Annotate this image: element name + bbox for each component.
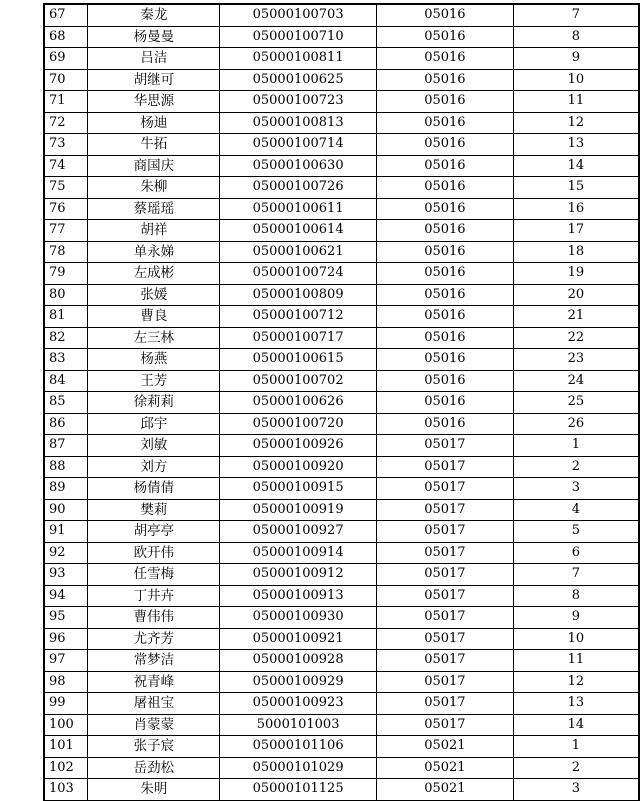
seat-number-cell: 8 (513, 585, 639, 607)
seat-number-cell: 1 (513, 435, 639, 457)
name-cell: 邱宇 (88, 413, 220, 435)
room-code-cell: 05016 (377, 220, 514, 242)
row-number-cell: 99 (44, 693, 88, 715)
seat-number-cell: 2 (513, 456, 639, 478)
row-number-cell: 92 (44, 542, 88, 564)
seat-number-cell: 1 (513, 736, 639, 758)
roster-table-body (44, 4, 639, 800)
exam-id-cell: 05000100621 (220, 241, 377, 263)
row-number-cell: 96 (44, 628, 88, 650)
exam-id-cell: 05000100927 (220, 521, 377, 543)
seat-number-cell: 18 (513, 241, 639, 263)
name-cell: 肖蒙蒙 (88, 714, 220, 736)
table-row (44, 349, 639, 371)
name-cell: 胡亭亭 (88, 521, 220, 543)
room-code-cell: 05016 (377, 327, 514, 349)
exam-id-cell: 05000100914 (220, 542, 377, 564)
name-cell: 杨燕 (88, 349, 220, 371)
exam-id-cell: 5000101003 (220, 714, 377, 736)
exam-id-cell: 05000100912 (220, 564, 377, 586)
table-row (44, 370, 639, 392)
room-code-cell: 05016 (377, 155, 514, 177)
table-row (44, 521, 639, 543)
table-row (44, 499, 639, 521)
seat-number-cell: 13 (513, 693, 639, 715)
row-number-cell: 89 (44, 478, 88, 500)
name-cell: 左成彬 (88, 263, 220, 285)
seat-number-cell: 7 (513, 564, 639, 586)
row-number-cell: 68 (44, 26, 88, 48)
exam-id-cell: 05000100710 (220, 26, 377, 48)
seat-number-cell: 6 (513, 542, 639, 564)
room-code-cell: 05016 (377, 26, 514, 48)
row-number-cell: 79 (44, 263, 88, 285)
name-cell: 丁井卉 (88, 585, 220, 607)
row-number-cell: 91 (44, 521, 88, 543)
seat-number-cell: 20 (513, 284, 639, 306)
table-row (44, 4, 639, 26)
room-code-cell: 05017 (377, 435, 514, 457)
row-number-cell: 80 (44, 284, 88, 306)
name-cell: 常梦洁 (88, 650, 220, 672)
name-cell: 刘方 (88, 456, 220, 478)
row-number-cell: 71 (44, 91, 88, 113)
room-code-cell: 05016 (377, 284, 514, 306)
table-row (44, 112, 639, 134)
room-code-cell: 05017 (377, 542, 514, 564)
room-code-cell: 05016 (377, 370, 514, 392)
name-cell: 曹伟伟 (88, 607, 220, 629)
name-cell: 徐莉莉 (88, 392, 220, 414)
seat-number-cell: 9 (513, 607, 639, 629)
seat-number-cell: 19 (513, 263, 639, 285)
table-row (44, 306, 639, 328)
table-row (44, 220, 639, 242)
name-cell: 张子宸 (88, 736, 220, 758)
exam-id-cell: 05000100720 (220, 413, 377, 435)
room-code-cell: 05016 (377, 306, 514, 328)
table-row (44, 26, 639, 48)
name-cell: 商国庆 (88, 155, 220, 177)
row-number-cell: 88 (44, 456, 88, 478)
seat-number-cell: 10 (513, 69, 639, 91)
table-row (44, 456, 639, 478)
row-number-cell: 76 (44, 198, 88, 220)
room-code-cell: 05016 (377, 392, 514, 414)
row-number-cell: 94 (44, 585, 88, 607)
seat-number-cell: 15 (513, 177, 639, 199)
table-row (44, 263, 639, 285)
exam-id-cell: 05000100717 (220, 327, 377, 349)
seat-number-cell: 14 (513, 714, 639, 736)
room-code-cell: 05021 (377, 779, 514, 801)
room-code-cell: 05016 (377, 112, 514, 134)
name-cell: 单永娣 (88, 241, 220, 263)
table-row (44, 714, 639, 736)
room-code-cell: 05017 (377, 564, 514, 586)
table-row (44, 628, 639, 650)
exam-id-cell: 05000100724 (220, 263, 377, 285)
name-cell: 欧开伟 (88, 542, 220, 564)
seat-number-cell: 26 (513, 413, 639, 435)
seat-number-cell: 3 (513, 478, 639, 500)
table-row (44, 671, 639, 693)
table-row (44, 542, 639, 564)
name-cell: 秦龙 (88, 4, 220, 26)
seat-number-cell: 11 (513, 650, 639, 672)
room-code-cell: 05016 (377, 241, 514, 263)
exam-id-cell: 05000100930 (220, 607, 377, 629)
name-cell: 张媛 (88, 284, 220, 306)
room-code-cell: 05017 (377, 499, 514, 521)
row-number-cell: 93 (44, 564, 88, 586)
seat-number-cell: 9 (513, 48, 639, 70)
seat-number-cell: 16 (513, 198, 639, 220)
seat-number-cell: 21 (513, 306, 639, 328)
room-code-cell: 05017 (377, 714, 514, 736)
exam-id-cell: 05000100920 (220, 456, 377, 478)
row-number-cell: 69 (44, 48, 88, 70)
row-number-cell: 82 (44, 327, 88, 349)
exam-id-cell: 05000100809 (220, 284, 377, 306)
room-code-cell: 05016 (377, 91, 514, 113)
exam-id-cell: 05000100626 (220, 392, 377, 414)
name-cell: 任雪梅 (88, 564, 220, 586)
table-row (44, 413, 639, 435)
table-row (44, 779, 639, 801)
room-code-cell: 05016 (377, 177, 514, 199)
name-cell: 华思源 (88, 91, 220, 113)
row-number-cell: 103 (44, 779, 88, 801)
seat-number-cell: 25 (513, 392, 639, 414)
name-cell: 朱柳 (88, 177, 220, 199)
seat-number-cell: 5 (513, 521, 639, 543)
row-number-cell: 98 (44, 671, 88, 693)
row-number-cell: 75 (44, 177, 88, 199)
exam-id-cell: 05000101106 (220, 736, 377, 758)
name-cell: 朱明 (88, 779, 220, 801)
room-code-cell: 05017 (377, 456, 514, 478)
seat-number-cell: 2 (513, 757, 639, 779)
exam-id-cell: 05000100723 (220, 91, 377, 113)
exam-id-cell: 05000100703 (220, 4, 377, 26)
row-number-cell: 95 (44, 607, 88, 629)
row-number-cell: 73 (44, 134, 88, 156)
name-cell: 杨倩倩 (88, 478, 220, 500)
room-code-cell: 05016 (377, 4, 514, 26)
row-number-cell: 90 (44, 499, 88, 521)
exam-id-cell: 05000100702 (220, 370, 377, 392)
exam-id-cell: 05000100913 (220, 585, 377, 607)
name-cell: 尤齐芳 (88, 628, 220, 650)
room-code-cell: 05021 (377, 757, 514, 779)
table-row (44, 736, 639, 758)
name-cell: 屠祖宝 (88, 693, 220, 715)
room-code-cell: 05017 (377, 478, 514, 500)
exam-id-cell: 05000100625 (220, 69, 377, 91)
table-row (44, 198, 639, 220)
name-cell: 杨迪 (88, 112, 220, 134)
seat-number-cell: 23 (513, 349, 639, 371)
name-cell: 岳劲松 (88, 757, 220, 779)
row-number-cell: 84 (44, 370, 88, 392)
exam-id-cell: 05000101029 (220, 757, 377, 779)
table-row (44, 241, 639, 263)
name-cell: 王芳 (88, 370, 220, 392)
row-number-cell: 70 (44, 69, 88, 91)
name-cell: 吕洁 (88, 48, 220, 70)
exam-id-cell: 05000100919 (220, 499, 377, 521)
table-row (44, 48, 639, 70)
name-cell: 胡祥 (88, 220, 220, 242)
table-row (44, 585, 639, 607)
exam-id-cell: 05000100630 (220, 155, 377, 177)
exam-id-cell: 05000100714 (220, 134, 377, 156)
row-number-cell: 97 (44, 650, 88, 672)
seat-number-cell: 4 (513, 499, 639, 521)
room-code-cell: 05021 (377, 736, 514, 758)
row-number-cell: 72 (44, 112, 88, 134)
seat-number-cell: 24 (513, 370, 639, 392)
table-row (44, 392, 639, 414)
name-cell: 刘敏 (88, 435, 220, 457)
seat-number-cell: 11 (513, 91, 639, 113)
exam-id-cell: 05000100611 (220, 198, 377, 220)
seat-number-cell: 10 (513, 628, 639, 650)
row-number-cell: 85 (44, 392, 88, 414)
seat-number-cell: 14 (513, 155, 639, 177)
name-cell: 杨曼曼 (88, 26, 220, 48)
seat-number-cell: 8 (513, 26, 639, 48)
room-code-cell: 05017 (377, 521, 514, 543)
exam-id-cell: 05000100915 (220, 478, 377, 500)
exam-id-cell: 05000100811 (220, 48, 377, 70)
table-row (44, 284, 639, 306)
table-row (44, 155, 639, 177)
table-row (44, 564, 639, 586)
row-number-cell: 100 (44, 714, 88, 736)
exam-id-cell: 05000100928 (220, 650, 377, 672)
name-cell: 蔡瑶瑶 (88, 198, 220, 220)
table-row (44, 650, 639, 672)
exam-id-cell: 05000100929 (220, 671, 377, 693)
room-code-cell: 05017 (377, 671, 514, 693)
seat-number-cell: 12 (513, 112, 639, 134)
name-cell: 樊莉 (88, 499, 220, 521)
room-code-cell: 05016 (377, 349, 514, 371)
roster-table (43, 3, 640, 801)
exam-id-cell: 05000100614 (220, 220, 377, 242)
row-number-cell: 74 (44, 155, 88, 177)
row-number-cell: 87 (44, 435, 88, 457)
name-cell: 曹良 (88, 306, 220, 328)
seat-number-cell: 7 (513, 4, 639, 26)
room-code-cell: 05016 (377, 134, 514, 156)
table-row (44, 435, 639, 457)
table-row (44, 607, 639, 629)
room-code-cell: 05017 (377, 650, 514, 672)
row-number-cell: 86 (44, 413, 88, 435)
room-code-cell: 05016 (377, 69, 514, 91)
room-code-cell: 05017 (377, 628, 514, 650)
row-number-cell: 67 (44, 4, 88, 26)
name-cell: 祝青峰 (88, 671, 220, 693)
exam-id-cell: 05000100726 (220, 177, 377, 199)
room-code-cell: 05016 (377, 263, 514, 285)
row-number-cell: 78 (44, 241, 88, 263)
table-row (44, 757, 639, 779)
table-row (44, 478, 639, 500)
exam-id-cell: 05000100813 (220, 112, 377, 134)
table-row (44, 327, 639, 349)
table-row (44, 69, 639, 91)
room-code-cell: 05017 (377, 585, 514, 607)
exam-id-cell: 05000100921 (220, 628, 377, 650)
name-cell: 左三林 (88, 327, 220, 349)
room-code-cell: 05016 (377, 198, 514, 220)
room-code-cell: 05017 (377, 607, 514, 629)
name-cell: 胡继可 (88, 69, 220, 91)
row-number-cell: 102 (44, 757, 88, 779)
room-code-cell: 05017 (377, 693, 514, 715)
row-number-cell: 101 (44, 736, 88, 758)
exam-id-cell: 05000100615 (220, 349, 377, 371)
table-row (44, 177, 639, 199)
seat-number-cell: 22 (513, 327, 639, 349)
exam-id-cell: 05000100926 (220, 435, 377, 457)
name-cell: 牛拓 (88, 134, 220, 156)
room-code-cell: 05016 (377, 413, 514, 435)
seat-number-cell: 13 (513, 134, 639, 156)
seat-number-cell: 12 (513, 671, 639, 693)
exam-id-cell: 05000100923 (220, 693, 377, 715)
table-row (44, 91, 639, 113)
exam-id-cell: 05000100712 (220, 306, 377, 328)
row-number-cell: 83 (44, 349, 88, 371)
exam-id-cell: 05000101125 (220, 779, 377, 801)
row-number-cell: 81 (44, 306, 88, 328)
table-row (44, 693, 639, 715)
room-code-cell: 05016 (377, 48, 514, 70)
seat-number-cell: 3 (513, 779, 639, 801)
seat-number-cell: 17 (513, 220, 639, 242)
row-number-cell: 77 (44, 220, 88, 242)
table-row (44, 134, 639, 156)
